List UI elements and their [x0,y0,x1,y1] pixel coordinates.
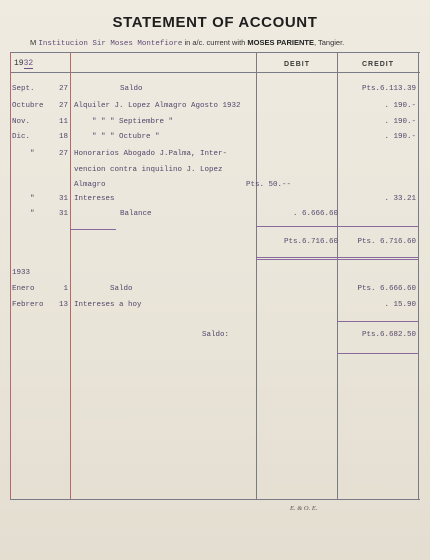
row-day: 31 [58,195,68,203]
row-debit: . 6.666.60 [292,210,338,218]
totals-bottom-rule-2 [256,259,418,260]
header-rule [10,72,420,73]
saldo-row [0,328,430,342]
row-description: Alquiler J. Lopez Almagro Agosto 1932 [74,102,241,110]
bottom-rule [10,499,420,500]
row-month: " [30,210,35,218]
year-1933-label: 1933 [12,269,31,277]
recipient-name: Institucion Sir Moses Montefiore [38,40,183,48]
connector-text: in a/c. current with [184,38,246,47]
ledger-row [0,282,430,296]
total-credit: Pts. 6.716.60 [357,238,416,246]
total-debit: Pts.6.716.60 [283,238,338,246]
row-month: Octubre [12,102,44,110]
ledger-row [0,99,430,113]
row-month: Enero [12,285,35,293]
row-day: 27 [58,150,68,158]
row-month: Febrero [12,301,44,309]
year-prefix: 19 [14,59,24,68]
row-day: 11 [58,118,68,126]
ledger-row [0,82,430,96]
errors-omissions-note: E. & O. E. [290,505,318,512]
ledger-row [0,178,430,192]
row-description: Saldo [120,85,143,93]
row-month: " [30,195,35,203]
totals-bottom-rule [256,257,418,258]
row-credit: Pts. 6.666.60 [357,285,416,293]
row-credit: . 190.- [384,102,416,110]
city-name: , Tangier. [313,38,345,47]
row-month: Dic. [12,133,31,141]
ledger-row [0,298,430,312]
ledger-row [0,207,430,221]
saldo-bottom-rule [337,353,418,354]
row-day: 1 [63,285,68,293]
saldo-top-rule [337,321,418,322]
row-day: 27 [58,102,68,110]
address-line [30,38,420,48]
addressee-prefix: M [30,38,37,47]
row-description: Almagro [74,181,106,189]
credit-column-header: CREDIT [361,61,395,68]
row-description: " " " Octubre " [92,133,160,141]
debit-column-header: DEBIT [284,61,310,68]
row-credit: . 33.21 [384,195,416,203]
year-suffix: 32 [23,59,34,68]
row-credit: Pts.6.113.39 [361,85,416,93]
row-subtotal: Pts. 50.-- [246,181,292,189]
saldo-value: Pts.6.682.50 [361,331,416,339]
page-title: STATEMENT OF ACCOUNT [112,14,318,31]
ledger-row [0,163,430,177]
row-description: " " " Septiembre " [92,118,174,126]
row-description: Honorarios Abogado J.Palma, Inter- [74,150,228,158]
ledger-row [0,192,430,206]
row-day: 18 [58,133,68,141]
row-credit: . 15.90 [384,301,416,309]
totals-row [0,235,430,249]
company-name: MOSES PARIENTE [247,38,314,47]
ledger-row [0,115,430,129]
row-month: Nov. [12,118,31,126]
ledger-row [0,130,430,144]
top-rule [10,52,420,53]
year-row [0,266,430,280]
year-label [14,59,33,68]
row-day: 31 [58,210,68,218]
row-month: " [30,150,35,158]
totals-top-rule [256,226,418,227]
row-day: 13 [58,301,68,309]
balance-underline [70,229,116,230]
row-description: Saldo [110,285,133,293]
row-description: vencion contra inquilino J. Lopez [74,166,223,174]
row-description: Balance [120,210,152,218]
row-description: Intereses a hoy [74,301,142,309]
row-credit: . 190.- [384,118,416,126]
row-day: 27 [58,85,68,93]
row-description: Intereses [74,195,115,203]
row-credit: . 190.- [384,133,416,141]
row-month: Sept. [12,85,35,93]
ledger-row [0,147,430,161]
saldo-label: Saldo: [202,331,230,339]
